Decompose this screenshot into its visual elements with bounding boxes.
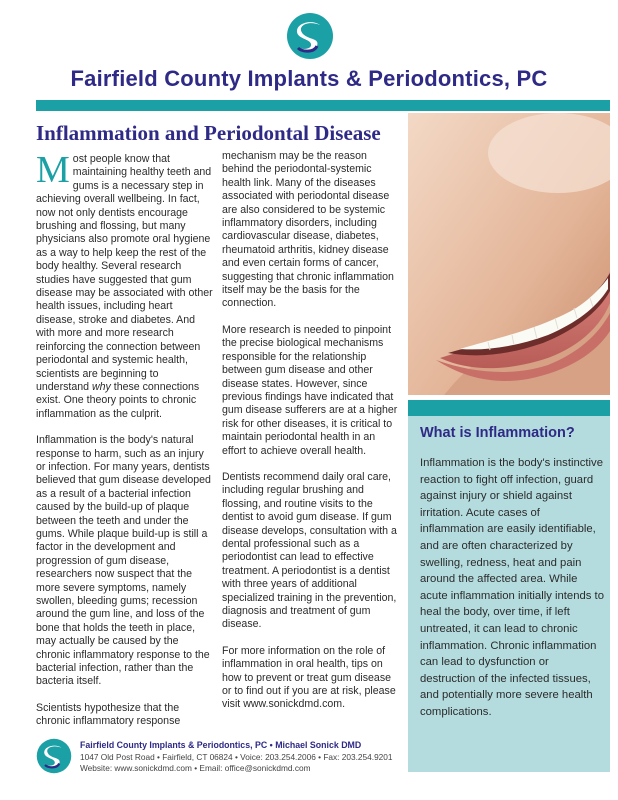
footer-practice-line xyxy=(80,740,393,752)
article-title: Inflammation and Periodontal Disease xyxy=(36,121,381,145)
article-column-1 xyxy=(36,149,214,742)
footer-logo-icon xyxy=(36,738,72,774)
article-column-2 xyxy=(222,150,400,725)
drop-cap: M xyxy=(36,149,70,191)
smiling-mouth-photo xyxy=(408,113,610,395)
sidebar-title: What is Inflammation? xyxy=(420,425,575,441)
footer-practice-name: Fairfield County Implants & Periodontics, PC xyxy=(80,740,268,750)
paragraph-hypothesis: Scientists hypothesize that the chronic inflammatory response xyxy=(36,701,181,728)
footer-separator: • xyxy=(269,740,273,750)
paragraph-inflammation-response: Inflammation is the body's natural response to harm, such as an injury or infection. For many years, dentists believed that gum disease developed as a result of a bacterial infection caused by the build-up of plaque between the teeth and under the gums. While plaque build-up is still a factor in the development and progression of gum disease, researchers now suspect that the more severe symptoms, namely swollen, bleeding gums; recession around the gum line, and loss of the bone that holds the teeth in place, may actually be caused by the chronic inflammatory response to the bacterial infection, rather than the bacteria itself. xyxy=(36,434,211,688)
intro-emphasis: why xyxy=(91,380,111,393)
sidebar-body: Inflammation is the body's instinctive reaction to fight off infection, guard against injury or shield against irritation. Acute cases of inflammation are easily identifiable, and are often characterized by swelling, redness, heat and pain around the affected area. While acute inflammation initially intends to heal the body, over time, if left untreated, it can lead to chronic inflammation. Chronic inflammation can lead to dysfunction or destruction of the infected tissues, and potentially more severe health complications. xyxy=(420,457,604,718)
paragraph-intro xyxy=(36,149,214,421)
intro-text: ost people know that maintaining healthy teeth and gums is a necessary step in achieving overall wellbeing. In fact, now not only dentists encourage brushing and flossing, but many physicians also promote oral hygiene as a way to help keep the rest of the body healthy. Several research studies have suggested that gum disease may be associated with other health issues, including heart disease, stroke and diabetes. And with more and more research reinforcing the connection between periodontal and systemic health, scientists are beginning to understand xyxy=(36,153,213,393)
footer-address-line: 1047 Old Post Road • Fairfield, CT 06824 • Voice: 203.254.2006 • Fax: 203.254.9201 xyxy=(80,751,393,762)
footer-web-line: Website: www.sonickdmd.com • Email: office@sonickdmd.com xyxy=(80,763,311,773)
practice-logo-icon xyxy=(286,12,334,60)
paragraph-more-info: For more information on the role of inflammation in oral health, tips on how to prevent or treat gum disease or to find out if you are at risk, please visit www.sonickdmd.com. xyxy=(222,644,396,711)
intro-text-end: these connections exist. One theory points to chronic inflammation as the culprit. xyxy=(36,380,200,420)
paragraph-recommendations: Dentists recommend daily oral care, including regular brushing and flossing, and routine visits to the dentist to avoid gum disease. If gum disease develops, consultation with a dental professional such as a periodontist can lead to effective treatment. A periodontist is a dentist with three years of additional specialized training in the prevention, diagnosis and treatment of gum disease. xyxy=(222,470,397,631)
practice-name-header: Fairfield County Implants & Periodontics, PC xyxy=(70,66,548,91)
paragraph-systemic-link: mechanism may be the reason behind the periodontal-systemic health link. Many of the diseases associated with periodontal disease are also considered to be systemic inflammatory disorders, including cardiovascular disease, diabetes, rheumatoid arthritis, kidney disease and even certain forms of cancer, suggesting that chronic inflammation itself may be the basis for the connection. xyxy=(222,150,394,310)
paragraph-more-research: More research is needed to pinpoint the precise biological mechanisms responsible for the relationship between gum disease and other disease states. However, since previous findings have indicated that gum disease sufferers are at a higher risk for other diseases, it is critical to maintain periodontal health in an effort to achieve overall health. xyxy=(222,323,398,457)
sidebar-header-bar xyxy=(408,400,610,416)
footer-contact xyxy=(80,740,393,775)
header-divider-bar xyxy=(36,100,610,111)
footer-doctor-name: Michael Sonick DMD xyxy=(275,740,362,750)
